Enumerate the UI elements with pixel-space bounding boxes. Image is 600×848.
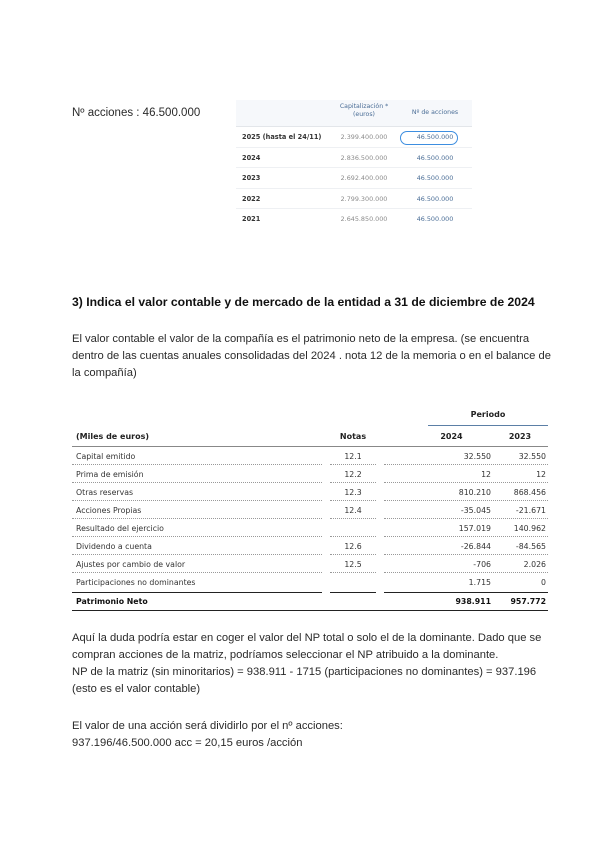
dotted-rule: [72, 554, 322, 555]
row-value-2024: 12: [481, 470, 491, 479]
dotted-rule: [384, 554, 548, 555]
paragraph-line: El valor contable el valor de la compañía es el patrimonio neto de la empresa. (se encuentra: [72, 333, 530, 345]
balance-row: [72, 502, 548, 520]
periodo-rule: [428, 425, 548, 426]
cap-table-row: [236, 127, 472, 148]
cap-value: 2.799.300.000: [340, 194, 388, 203]
cap-value: 2.836.500.000: [340, 153, 388, 162]
row-label: Otras reservas: [76, 488, 134, 497]
row-label: Ajustes por cambio de valor: [76, 560, 186, 569]
cap-table-row: [236, 189, 472, 210]
row-value-2023: 140.962: [513, 524, 546, 533]
row-value-2023: 0: [541, 578, 546, 587]
analysis-line: (esto es el valor contable): [72, 683, 201, 695]
cap-header-title: Capitalización *: [339, 103, 389, 110]
dotted-rule: [384, 500, 548, 501]
balance-row: [72, 484, 548, 502]
dotted-rule: [72, 536, 322, 537]
num-acciones-text: Nº acciones : 46.500.000: [72, 107, 201, 119]
n-acciones-header: Nº de acciones: [411, 109, 459, 116]
bottom-rule: [72, 610, 548, 611]
cap-year: 2023: [242, 174, 261, 182]
cap-shares: 46.500.000: [416, 215, 454, 223]
dotted-rule: [384, 518, 548, 519]
analysis-paragraph: [72, 630, 541, 698]
row-note: 12.5: [344, 560, 362, 569]
capitalization-table: [236, 100, 472, 229]
cap-value: 2.399.400.000: [340, 133, 388, 141]
balance-row: [72, 448, 548, 466]
cap-shares: 46.500.000: [416, 174, 454, 182]
balance-row: [72, 466, 548, 484]
row-label: Acciones Propias: [76, 506, 142, 515]
cap-year: 2025 (hasta el 24/11): [242, 133, 322, 141]
row-value-2024: 810.210: [458, 488, 491, 497]
notas-header: Notas: [339, 432, 367, 441]
row-value-2023: 32.550: [518, 452, 546, 461]
periodo-label: Periodo: [470, 410, 506, 419]
year-2023-header: 2023: [508, 432, 532, 441]
cap-year: 2021: [242, 215, 261, 223]
dotted-rule: [384, 536, 548, 537]
balance-row: [72, 520, 548, 538]
section-paragraph: [72, 331, 551, 382]
cap-table-row: [236, 148, 472, 169]
miles-euros-label: (Miles de euros): [76, 432, 149, 441]
cap-table-header: [236, 100, 472, 127]
share-value-line: 937.196/46.500.000 acc = 20,15 euros /acción: [72, 737, 303, 749]
share-value-line: El valor de una acción será dividirlo por el nº acciones:: [72, 720, 343, 732]
cap-table-row: [236, 168, 472, 189]
paragraph-line: dentro de las cuentas anuales consolidadas del 2024 . nota 12 de la memoria o en el balance de: [72, 350, 551, 362]
dotted-rule: [384, 572, 548, 573]
row-note: 12.6: [344, 542, 362, 551]
share-value-paragraph: [72, 718, 343, 752]
cap-shares: 46.500.000: [416, 153, 454, 162]
row-value-2024: 157.019: [458, 524, 491, 533]
cap-shares: 46.500.000: [416, 194, 454, 203]
cap-header-cell: [332, 103, 396, 119]
balance-row: [72, 556, 548, 574]
dotted-rule: [330, 572, 376, 573]
dotted-rule: [384, 482, 548, 483]
row-label: Resultado del ejercicio: [76, 524, 164, 533]
header-rule: [72, 446, 548, 447]
dotted-rule: [330, 518, 376, 519]
dotted-rule: [72, 482, 322, 483]
row-value-2023: 2.026: [523, 560, 546, 569]
dotted-rule: [330, 536, 376, 537]
section-heading: 3) Indica el valor contable y de mercado de la entidad a 31 de diciembre de 2024: [72, 295, 535, 309]
row-label: Capital emitido: [76, 452, 136, 461]
paragraph-line: la compañía): [72, 367, 137, 379]
row-value-2024: -706: [473, 560, 491, 569]
row-value-2024: 1.715: [468, 578, 491, 587]
year-2024-header: 2024: [440, 432, 463, 441]
row-value-2023: 868.456: [513, 488, 546, 497]
balance-row: [72, 574, 548, 592]
dotted-rule: [72, 518, 322, 519]
cap-value: 2.692.400.000: [340, 174, 388, 182]
row-label: Prima de emisión: [76, 470, 144, 479]
analysis-line: NP de la matriz (sin minoritarios) = 938.911 - 1715 (participaciones no dominantes) = 937.196: [72, 666, 537, 678]
cap-header-unit: (euros): [353, 111, 375, 118]
dotted-rule: [72, 500, 322, 501]
total-label: Patrimonio Neto: [76, 597, 148, 606]
row-note: 12.2: [344, 470, 362, 479]
dotted-rule: [384, 464, 548, 465]
dotted-rule: [72, 464, 322, 465]
row-value-2024: -35.045: [460, 506, 491, 515]
row-note: 12.4: [344, 506, 362, 515]
balance-header-row: [72, 429, 548, 446]
row-note: 12.3: [344, 488, 362, 497]
row-label: Dividendo a cuenta: [76, 542, 152, 551]
cap-year: 2024: [242, 153, 261, 162]
total-value-2024: 938.911: [455, 597, 491, 606]
row-value-2024: 32.550: [463, 452, 491, 461]
row-value-2023: -21.671: [515, 506, 546, 515]
dotted-rule: [330, 482, 376, 483]
dotted-rule: [330, 464, 376, 465]
analysis-line: compran acciones de la matriz, podríamos seleccionar el NP atribuido a la dominante.: [72, 649, 499, 661]
cap-table-row: [236, 209, 472, 229]
cap-shares: 46.500.000: [416, 133, 454, 141]
hand-drawn-highlight-circle: [400, 131, 458, 145]
cap-value: 2.645.850.000: [340, 215, 388, 223]
row-value-2023: -84.565: [515, 542, 546, 551]
dotted-rule: [72, 572, 322, 573]
balance-total-row: [72, 593, 548, 611]
total-value-2023: 957.772: [510, 597, 546, 606]
dotted-rule: [330, 500, 376, 501]
row-label: Participaciones no dominantes: [76, 578, 196, 587]
row-value-2024: -26.844: [460, 542, 491, 551]
row-value-2023: 12: [536, 470, 546, 479]
cap-year: 2022: [242, 194, 261, 203]
analysis-line: Aquí la duda podría estar en coger el valor del NP total o solo el de la dominante. Dado que se: [72, 632, 542, 644]
row-note: 12.1: [344, 452, 362, 461]
dotted-rule: [330, 554, 376, 555]
balance-row: [72, 538, 548, 556]
